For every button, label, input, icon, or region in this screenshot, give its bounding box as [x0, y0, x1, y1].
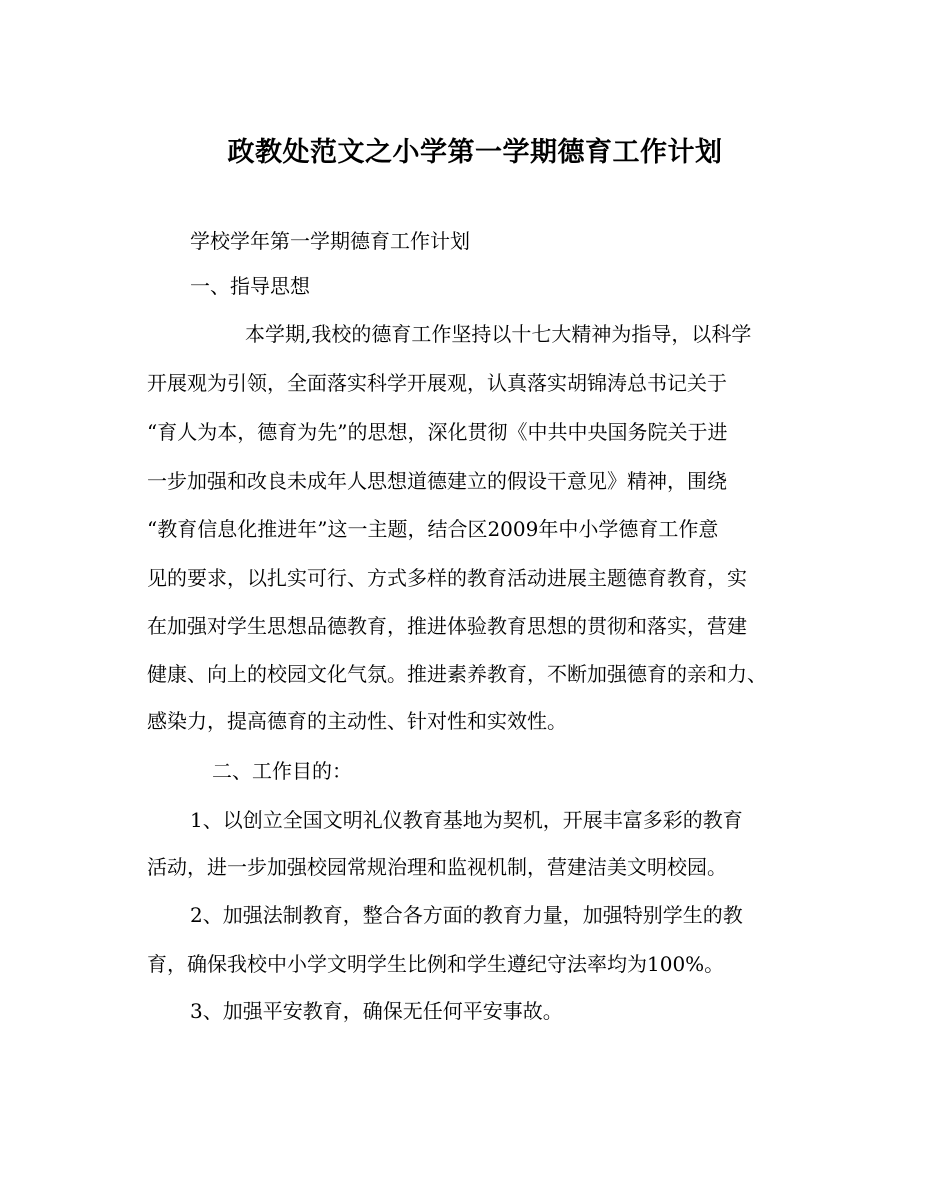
paragraph-line: 感染力，提高德育的主动性、针对性和实效性。: [147, 709, 567, 733]
list-item-line: 育，确保我校中小学文明学生比例和学生遵纪守法率均为100%。: [147, 952, 725, 976]
document-title: 政教处范文之小学第一学期德育工作计划: [227, 137, 723, 168]
list-item-line: 2、加强法制教育，整合各方面的教育力量，加强特别学生的教: [190, 903, 743, 927]
paragraph-line: 在加强对学生思想品德教育，推进体验教育思想的贯彻和落实，营建: [147, 614, 747, 638]
list-item-line: 1、以创立全国文明礼仪教育基地为契机，开展丰富多彩的教育: [190, 808, 743, 832]
paragraph-line: 健康、向上的校园文化气氛。推进素养教育，不断加强德育的亲和力、: [147, 662, 767, 686]
section-heading-work-goals: 二、工作目的：: [212, 759, 352, 783]
paragraph-line: 开展观为引领，全面落实科学开展观，认真落实胡锦涛总书记关于: [147, 371, 727, 395]
paragraph-line: “育人为本，德育为先”的思想，深化贯彻《中共中央国务院关于进: [147, 420, 728, 444]
list-item-line: 活动，进一步加强校园常规治理和监视机制，营建洁美文明校园。: [147, 855, 727, 879]
subtitle-line: 学校学年第一学期德育工作计划: [190, 229, 470, 253]
paragraph-line: “教育信息化推进年”这一主题，结合区2009年中小学德育工作意: [147, 517, 719, 541]
list-item-line: 3、加强平安教育，确保无任何平安事故。: [190, 999, 563, 1023]
paragraph-line: 一步加强和改良未成年人思想道德建立的假设干意见》精神，围绕: [147, 469, 727, 493]
paragraph-line: 本学期,我校的德育工作坚持以十七大精神为指导，以科学: [245, 322, 752, 346]
section-heading-guiding-ideas: 一、指导思想: [190, 274, 310, 298]
paragraph-line: 见的要求，以扎实可行、方式多样的教育活动进展主题德育教育，实: [147, 566, 747, 590]
